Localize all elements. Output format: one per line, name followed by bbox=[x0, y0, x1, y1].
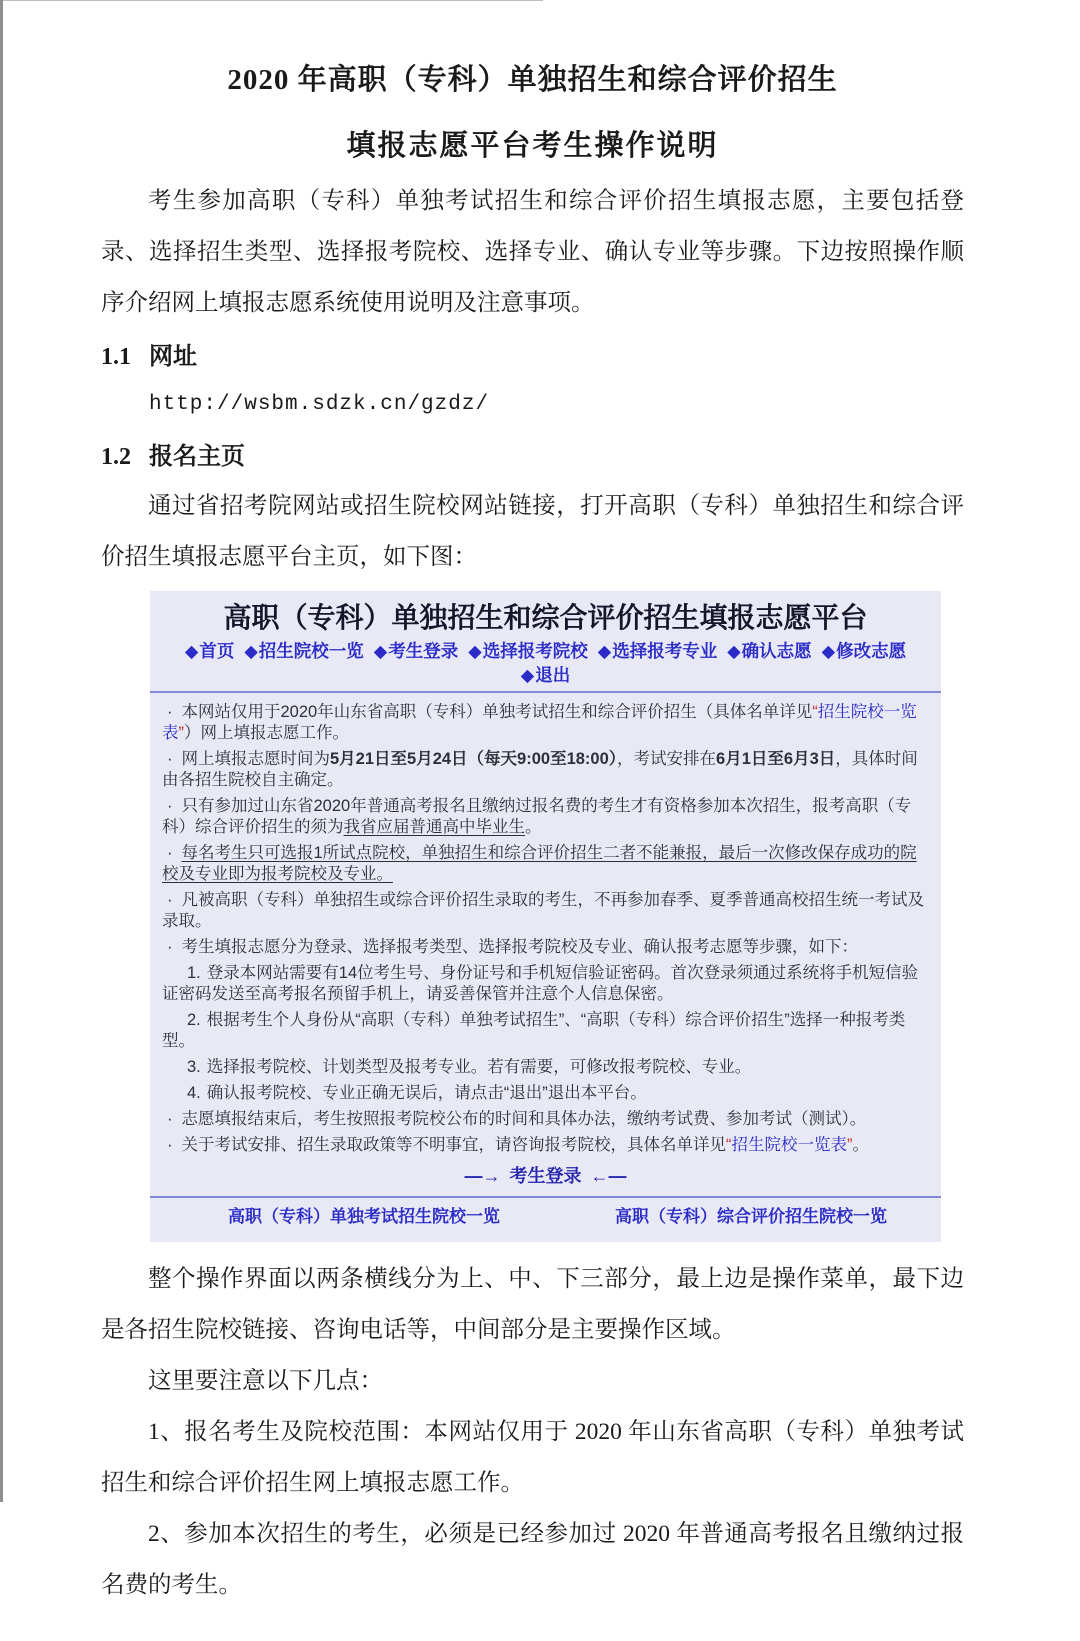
text-segment: 凡被高职（专科）单独招生或综合评价招生录取的考生，不再参加春季、夏季普通高校招生统一考试及录取。 bbox=[162, 891, 924, 930]
text-segment: 志愿填报结束后，考生按照报考院校公布的时间和具体办法，缴纳考试费、参加考试（测试）。 bbox=[181, 1110, 867, 1128]
diamond-icon: ◆ bbox=[468, 641, 482, 661]
menu-item-6[interactable] bbox=[822, 641, 906, 661]
portal-title: 高职（专科）单独招生和综合评价招生填报志愿平台 bbox=[223, 602, 868, 633]
text-segment: 关于考试安排、招生录取政策等不明事宜，请咨询报考院校，具体名单详见 bbox=[181, 1136, 726, 1154]
section-heading-1-2 bbox=[101, 433, 964, 481]
menu-item-label: 退出 bbox=[535, 665, 571, 685]
menu-item-label: 招生院校一览 bbox=[258, 641, 364, 661]
bullet-marker: · bbox=[167, 938, 173, 956]
step-number: 1. bbox=[187, 964, 201, 982]
step-number: 3. bbox=[187, 1058, 201, 1076]
menu-item-5[interactable] bbox=[727, 641, 811, 661]
text-segment: 登录本网站需要有14位考生号、身份证号和手机短信验证密码。首次登录须通过系统将手机短信验证密码发送至高考报名预留手机上，请妥善保管并注意个人信息保密。 bbox=[162, 964, 919, 1003]
text-segment: 网上填报志愿时间为 bbox=[181, 750, 330, 768]
portal-bullet-item bbox=[162, 1109, 929, 1130]
menu-item-label: 考生登录 bbox=[388, 641, 459, 661]
section-number: 1.2 bbox=[101, 444, 131, 470]
portal-bullet-item bbox=[162, 937, 929, 958]
diamond-icon: ◆ bbox=[244, 641, 258, 661]
arrow-left-icon: ←— bbox=[590, 1166, 627, 1186]
bullet-marker: · bbox=[167, 1110, 173, 1128]
section-heading-1-1 bbox=[101, 333, 964, 381]
text-segment: 考生填报志愿分为登录、选择报考类型、选择报考院校及专业、确认报考志愿等步骤，如下： bbox=[181, 938, 858, 956]
menu-item-label: 首页 bbox=[199, 641, 235, 661]
portal-step-item bbox=[162, 963, 929, 1005]
text-segment: ” bbox=[178, 724, 184, 742]
portal-step-item bbox=[162, 1083, 929, 1104]
menu-item-1[interactable] bbox=[244, 641, 363, 661]
menu-item-0[interactable] bbox=[185, 641, 234, 661]
menu-item-2[interactable] bbox=[374, 641, 458, 661]
text-segment: 5月21日至5月24日（每天9:00至18:00） bbox=[330, 750, 618, 768]
bullet-marker: · bbox=[167, 703, 173, 721]
diamond-icon: ◆ bbox=[184, 641, 199, 661]
text-segment: 根据考生个人身份从“高职（专科）单独考试招生”、“高职（专科）综合评价招生”选择一种报考类型。 bbox=[162, 1011, 906, 1050]
closing-paragraph: 整个操作界面以两条横线分为上、中、下三部分，最上边是操作菜单，最下边是各招生院校链接、咨询电话等，中间部分是主要操作区域。 bbox=[101, 1266, 964, 1343]
text-segment: 选择报考院校、计划类型及报考专业。若有需要，可修改报考院校、专业。 bbox=[206, 1058, 752, 1076]
menu-item-3[interactable] bbox=[468, 641, 587, 661]
section-title: 报名主页 bbox=[149, 444, 245, 470]
portal-bullet-item bbox=[162, 1135, 929, 1156]
bullet-marker: · bbox=[167, 844, 173, 862]
footer-link-0[interactable]: 高职（专科）单独考试招生院校一览 bbox=[228, 1207, 500, 1226]
page-title-line2: 填报志愿平台考生操作说明 bbox=[346, 130, 719, 162]
intro-paragraph: 考生参加高职（专科）单独考试招生和综合评价招生填报志愿，主要包括登录、选择招生类型、选择报考院校、选择专业、确认专业等步骤。下边按照操作顺序介绍网上填报志愿系统使用说明及注意事项。 bbox=[101, 188, 964, 316]
text-segment: 本网站仅用于2020年山东省高职（专科）单独考试招生和综合评价招生（具体名单详见 bbox=[181, 703, 813, 721]
notes-lead: 这里要注意以下几点： bbox=[148, 1368, 383, 1394]
portal-inline-link[interactable]: 招生院校一览表 bbox=[731, 1136, 847, 1154]
portal-bullet-item bbox=[162, 702, 929, 744]
step-number: 4. bbox=[187, 1084, 201, 1102]
portal-footer-links bbox=[162, 1198, 929, 1240]
diamond-icon: ◆ bbox=[821, 641, 836, 661]
url-text: http://wsbm.sdzk.cn/gzdz/ bbox=[149, 393, 490, 416]
bullet-marker: · bbox=[167, 1136, 173, 1154]
section-title: 网址 bbox=[149, 344, 197, 370]
text-segment: 。 bbox=[525, 818, 542, 836]
menu-item-label: 修改志愿 bbox=[836, 641, 907, 661]
diamond-icon: ◆ bbox=[520, 665, 535, 685]
portal-screenshot bbox=[150, 591, 941, 1242]
bullet-marker: · bbox=[167, 891, 173, 909]
portal-login-row bbox=[162, 1164, 929, 1188]
text-segment: ” bbox=[847, 1136, 853, 1154]
page-title-line1: 2020 年高职（专科）单独招生和综合评价招生 bbox=[227, 64, 838, 96]
text-segment: 我省应届普通高中毕业生 bbox=[343, 818, 525, 836]
text-segment: ，具体时间由各招生院校自主确定。 bbox=[162, 750, 918, 789]
text-segment: 确认报考院校、专业正确无误后，请点击“退出”退出本平台。 bbox=[206, 1084, 647, 1102]
portal-bullet-item bbox=[162, 796, 929, 838]
text-segment: 只有参加过山东省2020年普通高考报名且缴纳过报名费的考生才有资格参加本次招生，报考高职（专科）综合评价招生的须为 bbox=[162, 797, 912, 836]
text-segment: ）网上填报志愿工作。 bbox=[184, 724, 349, 742]
portal-login-link[interactable]: 考生登录 bbox=[509, 1166, 582, 1186]
portal-inline-link[interactable]: 招生院校一览表 bbox=[162, 703, 917, 742]
text-segment: ，考试安排在 bbox=[617, 750, 717, 768]
text-segment: 。 bbox=[852, 1136, 869, 1154]
portal-notice-list bbox=[162, 702, 929, 1156]
text-segment: “ bbox=[812, 703, 818, 721]
portal-bullet-item bbox=[162, 843, 929, 885]
menu-item-label: 确认志愿 bbox=[741, 641, 812, 661]
menu-item-label: 选择报考专业 bbox=[612, 641, 718, 661]
page-edge-line bbox=[3, 0, 543, 1]
portal-menu-bar bbox=[162, 639, 929, 687]
menu-item-7[interactable] bbox=[521, 665, 570, 685]
note-item-2: 2、参加本次招生的考生，必须是已经参加过 2020 年普通高考报名且缴纳过报名费的考生。 bbox=[101, 1521, 964, 1598]
portal-bullet-item bbox=[162, 749, 929, 791]
text-segment: 每名考生只可选报1所试点院校，单独招生和综合评价招生二者不能兼报，最后一次修改保存成功的院校及专业即为报考院校及专业。 bbox=[162, 844, 917, 883]
bullet-marker: · bbox=[167, 750, 173, 768]
menu-item-4[interactable] bbox=[598, 641, 717, 661]
diamond-icon: ◆ bbox=[727, 641, 741, 661]
footer-link-1[interactable]: 高职（专科）综合评价招生院校一览 bbox=[615, 1207, 887, 1226]
diamond-icon: ◆ bbox=[597, 641, 612, 661]
bullet-marker: · bbox=[167, 797, 173, 815]
text-segment: 6月1日至6月3日 bbox=[716, 750, 836, 768]
diamond-icon: ◆ bbox=[373, 641, 388, 661]
section-1-2-paragraph: 通过省招考院网站或招生院校网站链接，打开高职（专科）单独招生和综合评价招生填报志愿平台主页，如下图： bbox=[101, 493, 964, 570]
document-body bbox=[3, 0, 1080, 1641]
section-number: 1.1 bbox=[101, 344, 131, 370]
step-number: 2. bbox=[187, 1011, 201, 1029]
portal-divider-top bbox=[150, 691, 941, 693]
note-item-1: 1、报名考生及院校范围：本网站仅用于 2020 年山东省高职（专科）单独考试招生和综合评价招生网上填报志愿工作。 bbox=[101, 1419, 964, 1496]
portal-step-item bbox=[162, 1057, 929, 1078]
portal-step-item bbox=[162, 1010, 929, 1052]
text-segment: “ bbox=[726, 1136, 732, 1154]
portal-bullet-item bbox=[162, 890, 929, 932]
arrow-right-icon: —→ bbox=[464, 1166, 501, 1186]
menu-item-label: 选择报考院校 bbox=[482, 641, 588, 661]
